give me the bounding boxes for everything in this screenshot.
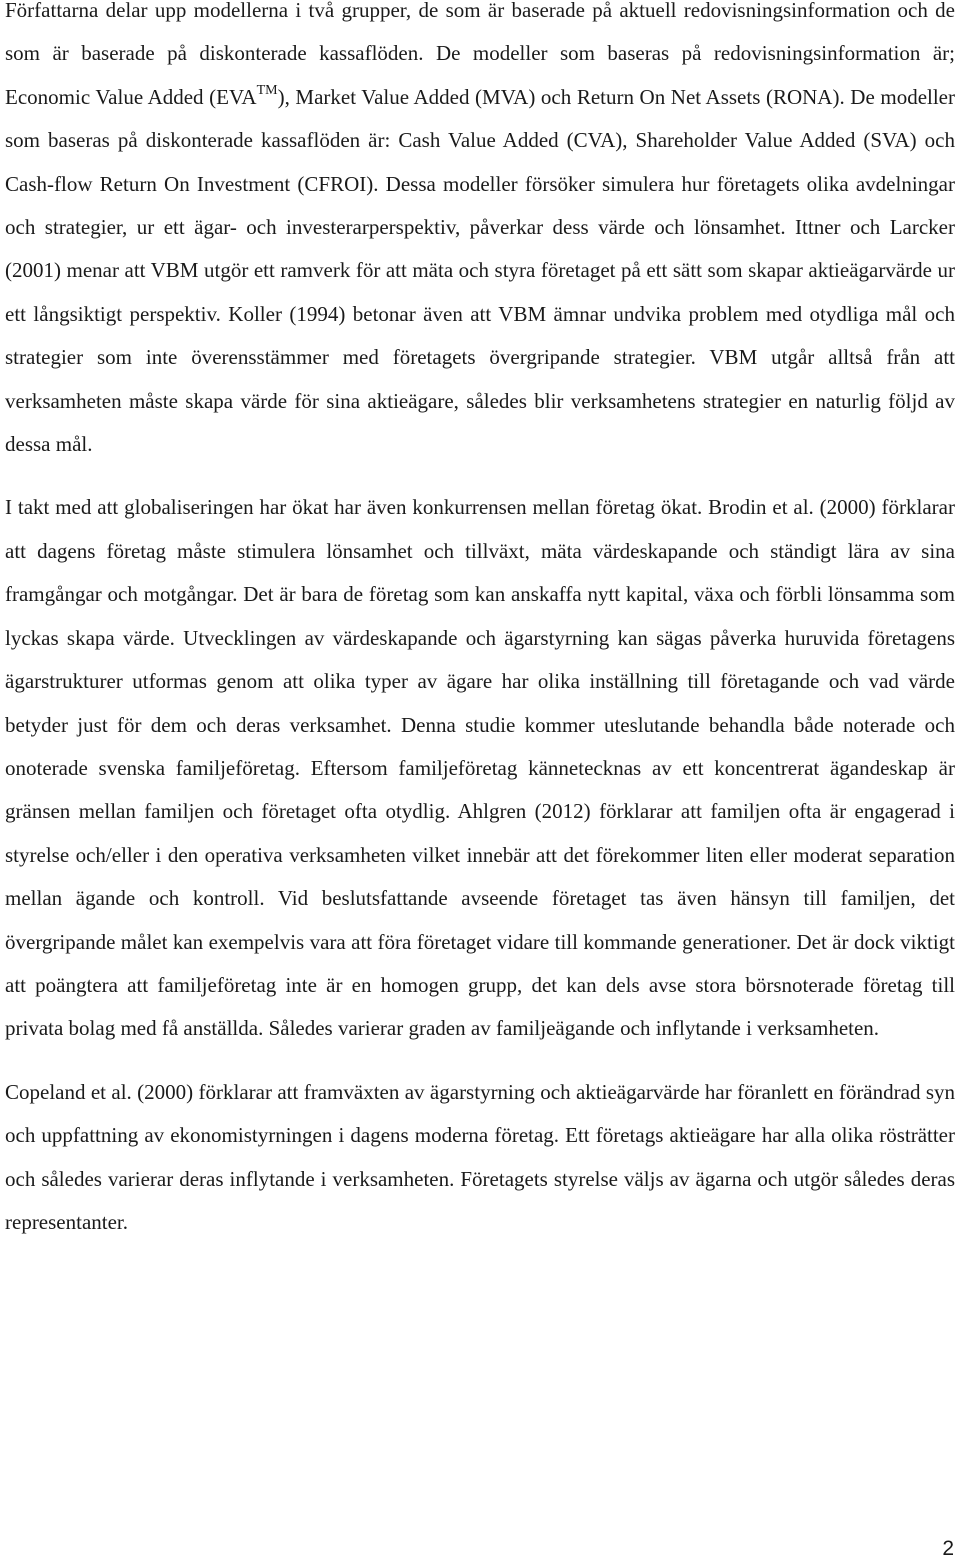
paragraph-ownership-governance: Copeland et al. (2000) förklarar att framväxten av ägarstyrning och aktieägarvärde har föranlett en förändrad syn och uppfattning av ekonomistyrningen i dagens moderna företag. Ett företags aktieägare har alla olika rösträtter och således varierar deras inflytande i verksamheten. Företagets styrelse väljs av ägarna och utgör således deras representanter. (5, 1079, 955, 1234)
paragraph-value-based-management-models (5, 0, 955, 466)
paragraph-globalization-family-firms: I takt med att globaliseringen har ökat har även konkurrensen mellan företag ökat. Brodin et al. (2000) förklarar att dagens företag måste stimulera lönsamhet och tillväxt, mäta värdeskapande och ständigt lära av sina framgångar och motgångar. Det är bara de företag som kan anskaffa nytt kapital, växa och förbli lönsamma som lyckas skapa värde. Utvecklingen av värdeskapande och ägarstyrning kan sägas påverka huruvida företagens ägarstrukturer utformas genom att olika typer av ägare har olika inställning till företagande och vad värde betyder just för dem och deras verksamhet. Denna studie kommer uteslutande behandla både noterade och onoterade svenska familjeföretag. Eftersom familjeföretag kännetecknas av ett koncentrerat ägandeskap är gränsen mellan familjen och företaget ofta otydlig. Ahlgren (2012) förklarar att familjen ofta är engagerad i styrelse och/eller i den operativa verksamheten vilket innebär att det förekommer liten eller moderat separation mellan ägande och kontroll. Vid beslutsfattande avseende företaget tas även hänsyn till familjen, det övergripande målet kan exempelvis vara att föra företaget vidare till kommande generationer. Det är dock viktigt att poängtera att familjeföretag inte är en homogen grupp, det kan dels avse stora börsnoterade företag till privata bolag med få anställda. Således varierar graden av familjeägande och inflytande i verksamheten. (5, 495, 955, 1041)
paragraph-text-part: ), Market Value Added (MVA) och Return On Net Assets (RONA). De modeller som baseras på diskonterade kassaflöden är: Cash Value Added (CVA), Shareholder Value Added (SVA) och Cash-flow Return On Investment (CFROI). Dessa modeller försöker simulera hur företagets olika avdelningar och strategier, ur ett ägar- och investerarperspektiv, påverkar dess värde och lönsamhet. Ittner och Larcker (2001) menar att VBM utgör ett ramverk för att mäta och styra företaget på ett sätt som skapar aktieägarvärde ur ett långsiktigt perspektiv. Koller (1994) betonar även att VBM ämnar undvika problem med otydliga mål och strategier som inte överensstämmer med företagets övergripande strategier. VBM utgår alltså från att verksamheten måste skapa värde för sina aktieägare, således blir verksamhetens strategier en naturlig följd av dessa mål. (5, 84, 955, 457)
document-page (5, 0, 955, 1244)
trademark-superscript: TM (256, 82, 278, 98)
paragraph-text-part: Författarna delar upp modellerna i två grupper, de som är baserade på aktuell redovisningsinformation och de som är baserade på diskonterade kassaflöden. De modeller som baseras på redovisningsinformation är; Economic Value Added (EVA (5, 0, 955, 109)
page-number: 2 (942, 1537, 954, 1560)
